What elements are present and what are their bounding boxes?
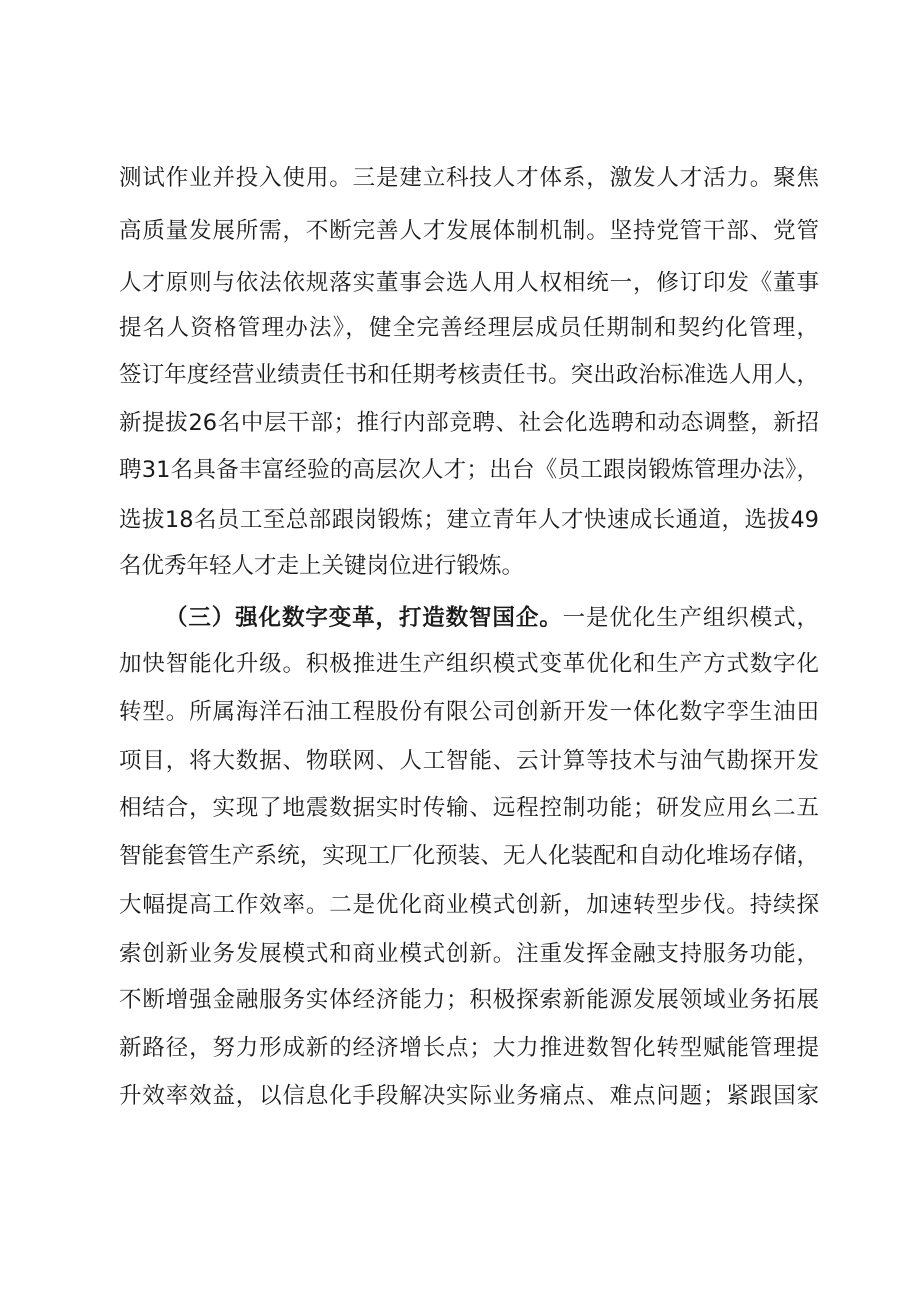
section-heading-line — [165, 600, 819, 636]
text-line: 大幅提高工作效率。二是优化商业模式创新，加速转型步伐。持续探 — [119, 892, 819, 918]
text-line: 高质量发展所需，不断完善人才发展体制机制。坚持党管干部、党管 — [119, 218, 819, 244]
text-line: 新提拔26名中层干部；推行内部竞聘、社会化选聘和动态调整，新招 — [119, 410, 819, 436]
text-line: 选拔18名员工至总部跟岗锻炼；建立青年人才快速成长通道，选拔49 — [119, 507, 819, 533]
text-line: 转型。所属海洋石油工程股份有限公司创新开发一体化数字孪生油田 — [119, 699, 819, 725]
text-line: 人才原则与依法依规落实董事会选人用人权相统一，修订印发《董事 — [119, 270, 819, 296]
text-line: 相结合，实现了地震数据实时传输、远程控制功能；研发应用幺二五 — [119, 795, 819, 821]
text-line: 聘31名具备丰富经验的高层次人才；出台《员工跟岗锻炼管理办法》， — [119, 457, 819, 483]
text-line: 不断增强金融服务实体经济能力；积极探索新能源发展领域业务拓展 — [119, 987, 819, 1013]
text-line: 项目，将大数据、物联网、人工智能、云计算等技术与油气勘探开发 — [119, 748, 819, 774]
text-line: 加快智能化升级。积极推进生产组织模式变革优化和生产方式数字化 — [119, 651, 819, 677]
text-line: 签订年度经营业绩责任书和任期考核责任书。突出政治标准选人用人， — [119, 362, 819, 388]
text-line: 测试作业并投入使用。三是建立科技人才体系，激发人才活力。聚焦 — [119, 165, 819, 191]
text-line: 新路径，努力形成新的经济增长点；大力推进数智化转型赋能管理提 — [119, 1035, 819, 1061]
text-line: 升效率效益，以信息化手段解决实际业务痛点、难点问题；紧跟国家 — [119, 1083, 819, 1109]
section-heading: （三）强化数字变革，打造数智国企。 — [165, 605, 563, 631]
text-line: 名优秀年轻人才走上关键岗位进行锻炼。 — [119, 553, 525, 579]
text-line: 提名人资格管理办法》，健全完善经理层成员任期制和契约化管理， — [119, 315, 819, 341]
text-span: 一是优化生产组织模式， — [562, 605, 819, 631]
text-line: 智能套管生产系统，实现工厂化预装、无人化装配和自动化堆场存储， — [119, 843, 819, 869]
text-line: 索创新业务发展模式和商业模式创新。注重发挥金融支持服务功能， — [119, 941, 819, 967]
